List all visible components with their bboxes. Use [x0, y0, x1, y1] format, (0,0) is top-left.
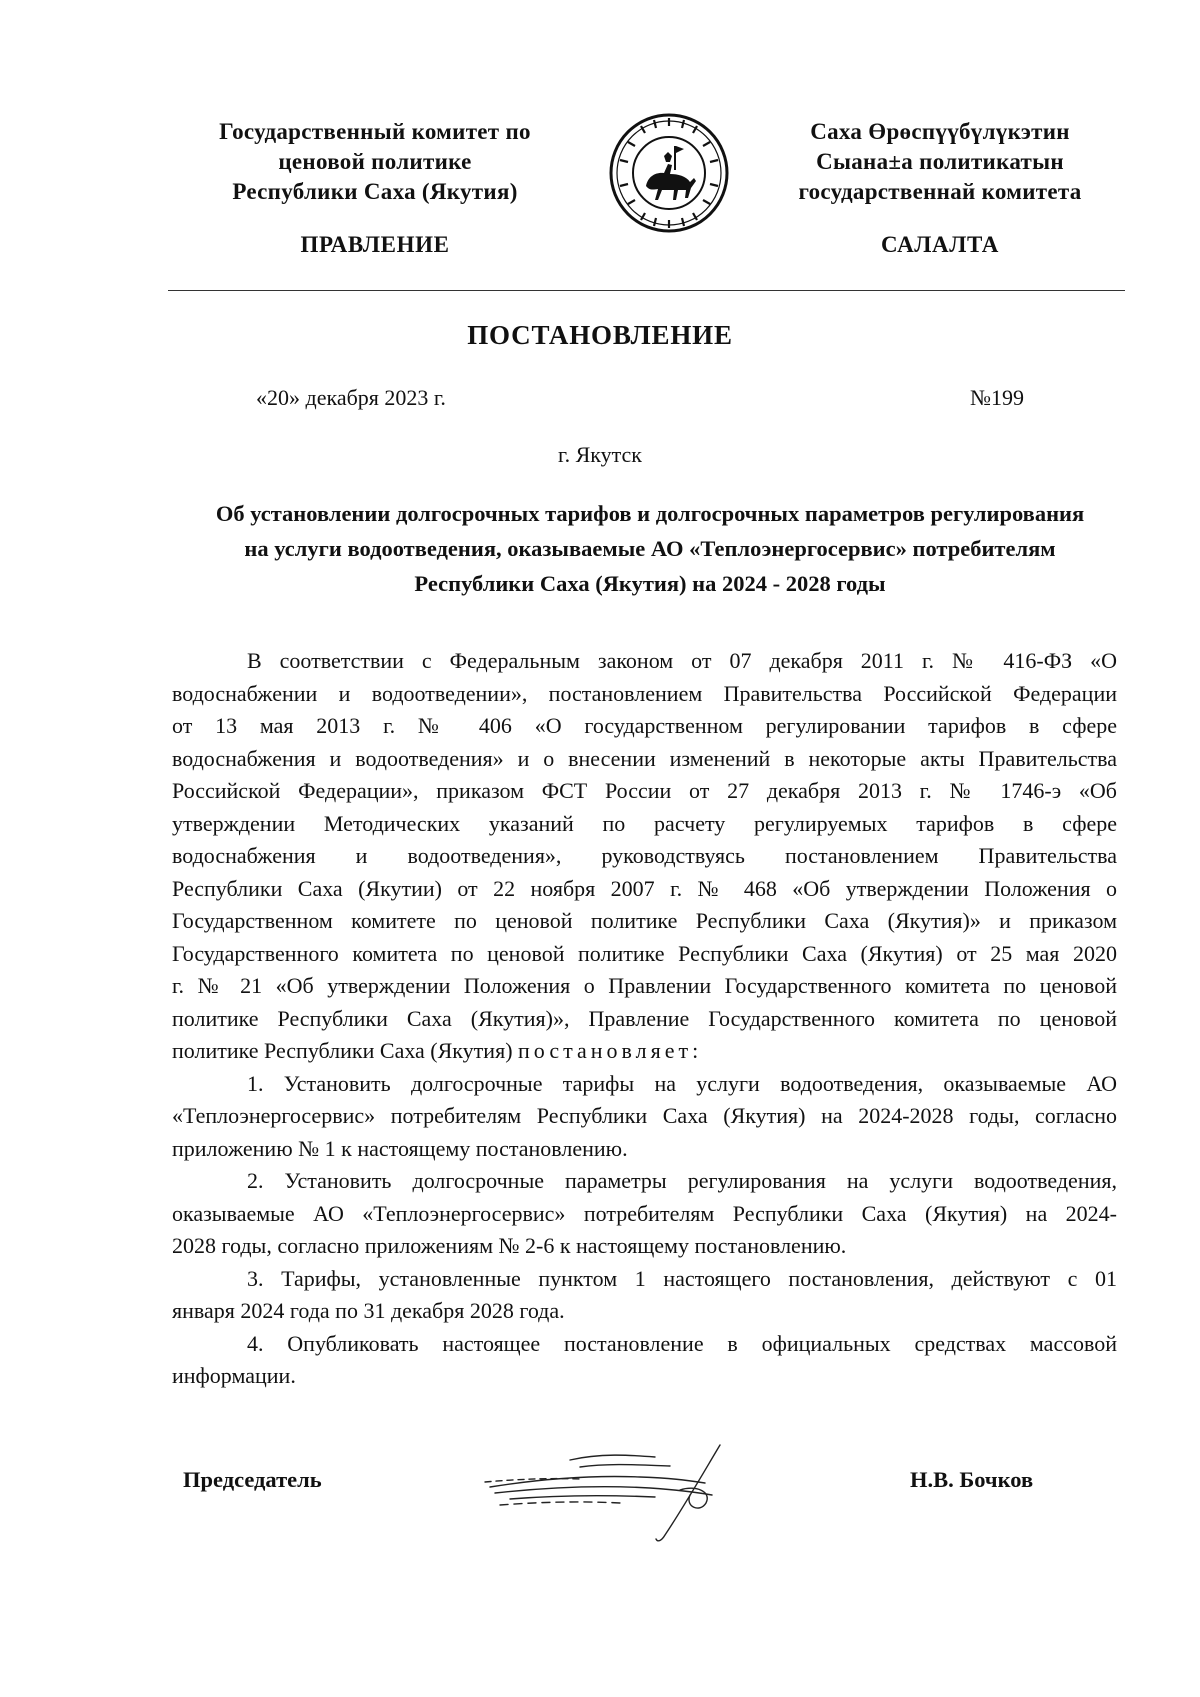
body-line: водоснабжения и водоотведения» и о внесении изменений в некоторые акты Правительства [172, 745, 1117, 771]
subject-line: на услуги водоотведения, оказываемые АО «Теплоэнергосервис» потребителям [244, 536, 1056, 561]
item-1-line: 1. Установить долгосрочные тарифы на услуги водоотведения, оказываемые АО [247, 1070, 1117, 1096]
header-divider [168, 290, 1125, 291]
document-city: г. Якутск [558, 442, 642, 467]
org-line: Государственный комитет по [219, 119, 531, 144]
org-line: Саха Өрөспүүбүлүкэтин [810, 119, 1070, 144]
item-4-line: информации. [172, 1363, 296, 1388]
item-1-line: «Теплоэнергосервис» потребителям Республики Саха (Якутия) на 2024-2028 годы, согласно [172, 1103, 1117, 1128]
signatory-role: Председатель [183, 1467, 322, 1492]
document-body [172, 645, 1117, 1393]
subject-line: Республики Саха (Якутия) на 2024 - 2028 годы [414, 571, 886, 596]
body-line: Республики Саха (Якутии) от 22 ноября 2007 г. № 468 «Об утверждении Положения о [172, 875, 1117, 901]
board-label-russian: ПРАВЛЕНИЕ [300, 232, 450, 257]
item-2-line: 2028 годы, согласно приложениям № 2-6 к настоящему постановлению. [172, 1233, 847, 1258]
body-line: водоснабжения и водоотведения», руководствуясь постановлением Правительства [172, 843, 1117, 868]
body-line: В соответствии с Федеральным законом от 07 декабря 2011 г. № 416-ФЗ «О [247, 648, 1117, 673]
coat-of-arms-emblem-icon [608, 112, 730, 234]
document-number: №199 [970, 385, 1024, 410]
handwritten-signature-icon [480, 1435, 800, 1555]
org-line: Сыана±а политикатын [816, 149, 1064, 174]
signatory-name: Н.В. Бочков [910, 1467, 1034, 1492]
document-date: «20» декабря 2023 г. [256, 385, 446, 410]
document-title: ПОСТАНОВЛЕНИЕ [467, 320, 733, 350]
body-line-decree [172, 1035, 1117, 1068]
org-name-russian [185, 117, 565, 207]
item-1-line: приложению № 1 к настоящему постановлению. [172, 1135, 628, 1161]
body-line: Государственном комитете по ценовой политике Республики Саха (Якутия)» и приказом [172, 908, 1117, 933]
org-line: Республики Саха (Якутия) [232, 179, 518, 204]
item-3-line: января 2024 года по 31 декабря 2028 года. [172, 1298, 565, 1323]
body-line: утверждении Методических указаний по расчету регулируемых тарифов в сфере [172, 810, 1117, 836]
document-subject [160, 496, 1140, 601]
decree-word: постановляет: [518, 1038, 703, 1063]
item-4-line: 4. Опубликовать настоящее постановление в официальных средствах массовой [247, 1330, 1117, 1356]
body-line: Государственного комитета по ценовой политике Республики Саха (Якутия) от 25 мая 2020 [172, 940, 1117, 966]
body-line-text: политике Республики Саха (Якутия) [172, 1038, 519, 1063]
item-2-line: оказываемые АО «Теплоэнергосервис» потребителям Республики Саха (Якутия) на 2024- [172, 1200, 1117, 1226]
board-label-yakut: САЛАЛТА [881, 232, 999, 257]
body-line: политике Республики Саха (Якутия)», Правление Государственного комитета по ценовой [172, 1005, 1117, 1031]
item-3-line: 3. Тарифы, установленные пунктом 1 настоящего постановления, действуют с 01 [247, 1265, 1117, 1291]
org-line: государственнай комитета [798, 179, 1082, 204]
body-line: г. № 21 «Об утверждении Положения о Правлении Государственного комитета по ценовой [172, 973, 1117, 998]
body-line: водоснабжении и водоотведении», постановлением Правительства Российской Федерации [172, 680, 1117, 706]
item-2-line: 2. Установить долгосрочные параметры регулирования на услуги водоотведения, [247, 1168, 1117, 1193]
org-line: ценовой политике [278, 149, 472, 174]
body-line: Российской Федерации», приказом ФСТ России от 27 декабря 2013 г. № 1746-э «Об [172, 778, 1117, 803]
body-line: от 13 мая 2013 г. № 406 «О государственном регулировании тарифов в сфере [172, 713, 1117, 738]
org-name-yakut [765, 117, 1115, 207]
subject-line: Об установлении долгосрочных тарифов и долгосрочных параметров регулирования [215, 501, 1085, 526]
